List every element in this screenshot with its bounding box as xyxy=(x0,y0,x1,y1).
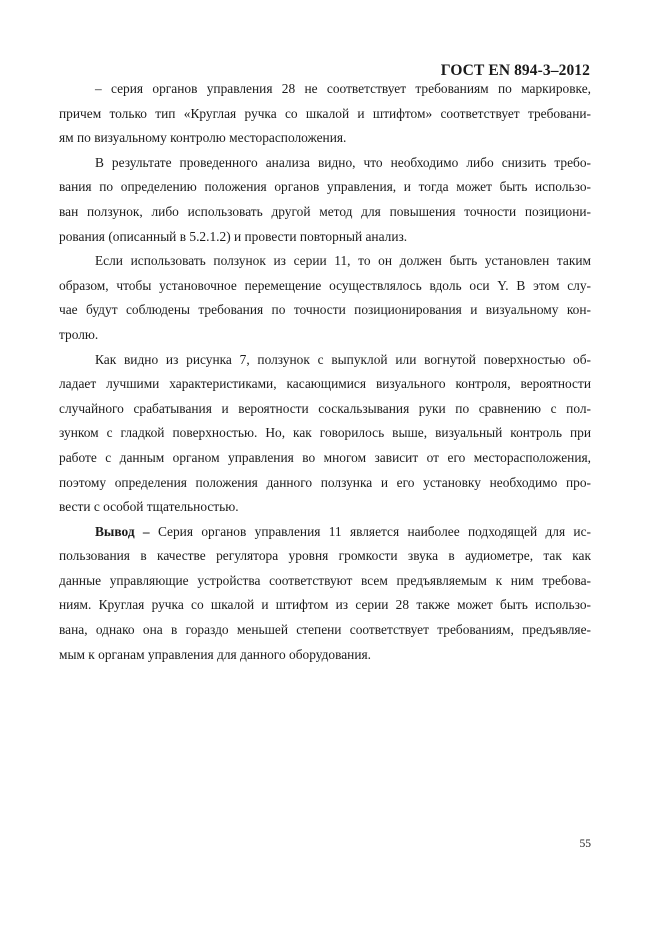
text-line: вания по определению положения органов управления, и тогда может быть использо- xyxy=(59,179,591,195)
conclusion-label: Вывод – xyxy=(95,523,150,539)
page-number: 55 xyxy=(579,838,591,850)
paragraph xyxy=(59,77,591,151)
text-line: мым к органам управления для данного оборудования. xyxy=(59,646,372,662)
text-line: В результате проведенного анализа видно, что необходимо либо снизить требо- xyxy=(95,154,591,170)
paragraph xyxy=(59,151,591,249)
text-line xyxy=(59,520,591,545)
text-line: образом, чтобы установочное перемещение осуществлялось вдоль оси Y. В этом слу- xyxy=(59,277,591,293)
paragraph xyxy=(59,348,591,520)
text-line: вести с особой тщательностью. xyxy=(59,499,239,515)
text-line: работе с данным органом управления во многом зависит от его месторасположения, xyxy=(59,449,591,465)
document-header-standard: ГОСТ EN 894-3–2012 xyxy=(440,62,590,79)
text-line: Как видно из рисунка 7, ползунок с выпуклой или вогнутой поверхностью об- xyxy=(95,351,591,367)
text-line: Если использовать ползунок из серии 11, то он должен быть установлен таким xyxy=(95,253,591,269)
text-line: пользования в качестве регулятора уровня громкости звука в аудиометре, так как xyxy=(59,548,591,564)
text-fragment: Серия органов управления 11 является наиболее подходящей для ис- xyxy=(149,523,591,539)
text-line: ниям. Круглая ручка со шкалой и штифтом из серии 28 также может быть использо- xyxy=(59,597,591,613)
paragraph-conclusion xyxy=(59,520,591,668)
text-line: случайного срабатывания и вероятности соскальзывания руки по сравнению с пол- xyxy=(59,400,591,416)
text-line: ладает лучшими характеристиками, касающимися визуального контроля, вероятности xyxy=(59,376,591,392)
text-line: причем только тип «Круглая ручка со шкалой и штифтом» соответствует требовани- xyxy=(59,105,591,121)
text-line: ям по визуальному контролю месторасположения. xyxy=(59,130,347,146)
text-line: ван ползунок, либо использовать другой метод для повышения точности позициони- xyxy=(59,203,591,219)
text-line: данные управляющие устройства соответствуют всем предъявляемым к ним требова- xyxy=(59,572,591,588)
text-line: – серия органов управления 28 не соответствует требованиям по маркировке, xyxy=(95,81,591,96)
text-line: чае будут соблюдены требования по точности позиционирования и визуальному кон- xyxy=(59,302,591,318)
paragraph xyxy=(59,249,591,347)
text-line: зунком с гладкой поверхностью. Но, как говорилось выше, визуальный контроль при xyxy=(59,425,591,441)
text-line: поэтому определения положения данного ползунка и его установку необходимо про- xyxy=(59,474,591,490)
text-line: тролю. xyxy=(59,326,99,342)
text-line: вана, однако она в гораздо меньшей степени соответствует требованиям, предъявляе- xyxy=(59,622,591,638)
text-line: рования (описанный в 5.2.1.2) и провести повторный анализ. xyxy=(59,228,408,244)
document-body xyxy=(59,77,591,667)
